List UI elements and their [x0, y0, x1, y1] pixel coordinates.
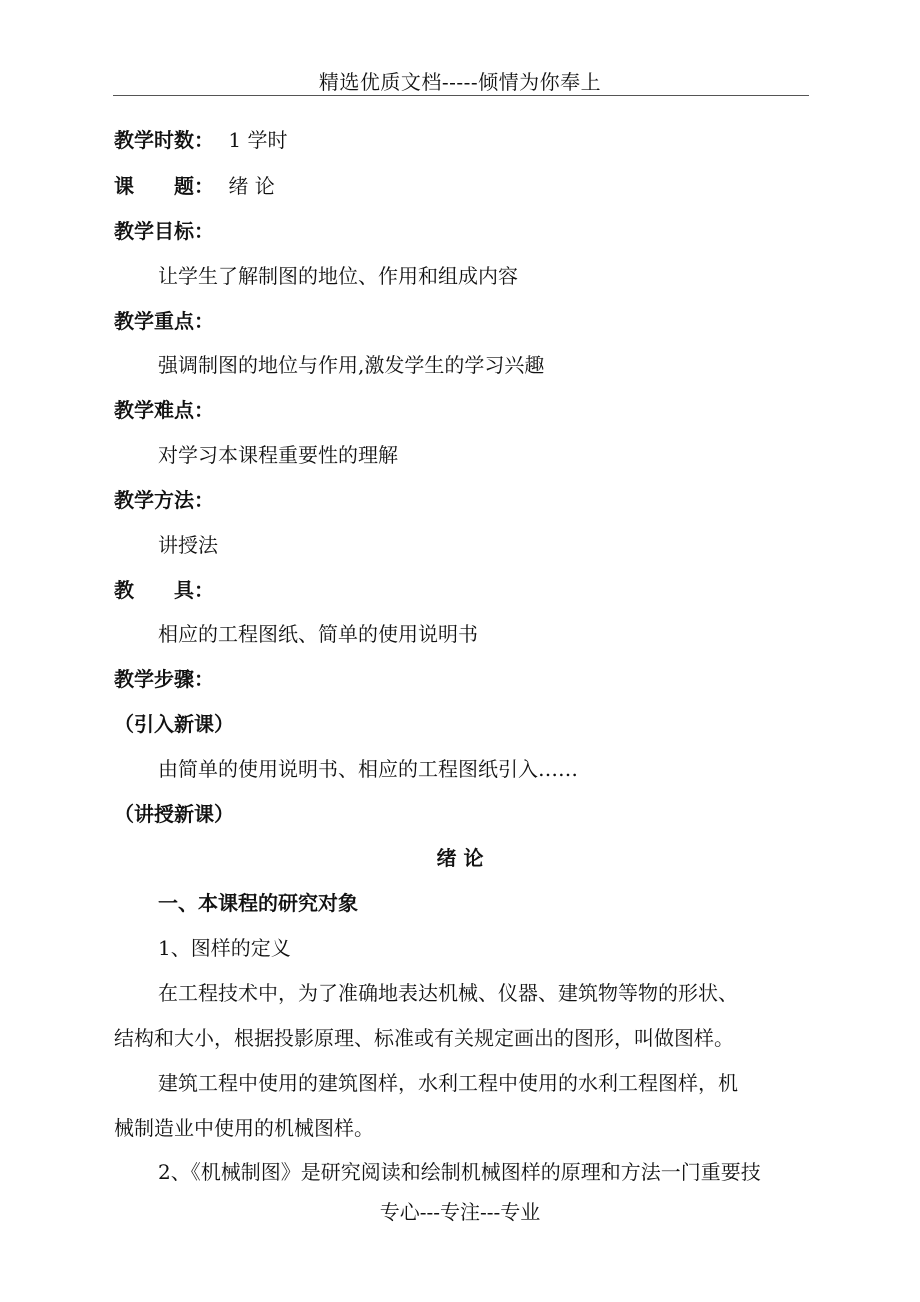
intro-text: 由简单的使用说明书、相应的工程图纸引入…… [158, 757, 578, 781]
hours-row [114, 128, 287, 152]
item2-line1: 2、《机械制图》是研究阅读和绘制机械图样的原理和方法一门重要技 [158, 1160, 761, 1184]
para1-line1: 在工程技术中，为了准确地表达机械、仪器、建筑物等物的形状、 [158, 981, 738, 1005]
para2-line1: 建筑工程中使用的建筑图样，水利工程中使用的水利工程图样，机 [158, 1071, 738, 1095]
para1-line2: 结构和大小，根据投影原理、标准或有关规定画出的图形，叫做图样。 [114, 1026, 734, 1050]
objective-label: 教学目标： [114, 219, 214, 243]
section-title: 绪 论 [436, 846, 484, 870]
method-text: 讲授法 [158, 533, 218, 557]
objective-text: 让学生了解制图的地位、作用和组成内容 [158, 264, 518, 288]
tools-label: 教 具： [114, 578, 214, 602]
topic-value: 绪 论 [228, 174, 275, 198]
page-footer: 专心---专注---专业 [379, 1200, 541, 1224]
keypoint-text: 强调制图的地位与作用,激发学生的学习兴趣 [158, 353, 545, 377]
difficulty-text: 对学习本课程重要性的理解 [158, 443, 398, 467]
hours-value: 1 学时 [228, 128, 288, 152]
hours-label: 教学时数： [114, 128, 214, 152]
method-label: 教学方法： [114, 488, 214, 512]
topic-label: 课 题： [114, 174, 214, 198]
topic-row [114, 174, 275, 198]
keypoint-label: 教学重点： [114, 309, 214, 333]
header-divider [113, 95, 809, 96]
steps-label: 教学步骤： [114, 667, 214, 691]
para2-line2: 械制造业中使用的机械图样。 [114, 1116, 374, 1140]
difficulty-label: 教学难点： [114, 398, 214, 422]
page-header: 精选优质文档-----倾情为你奉上 [318, 70, 602, 94]
lecture-heading: （讲授新课） [114, 802, 234, 826]
tools-text: 相应的工程图纸、简单的使用说明书 [158, 622, 478, 646]
item1-heading: 1、图样的定义 [158, 936, 291, 960]
intro-heading: （引入新课） [114, 712, 234, 736]
section1-heading: 一、本课程的研究对象 [158, 891, 358, 915]
